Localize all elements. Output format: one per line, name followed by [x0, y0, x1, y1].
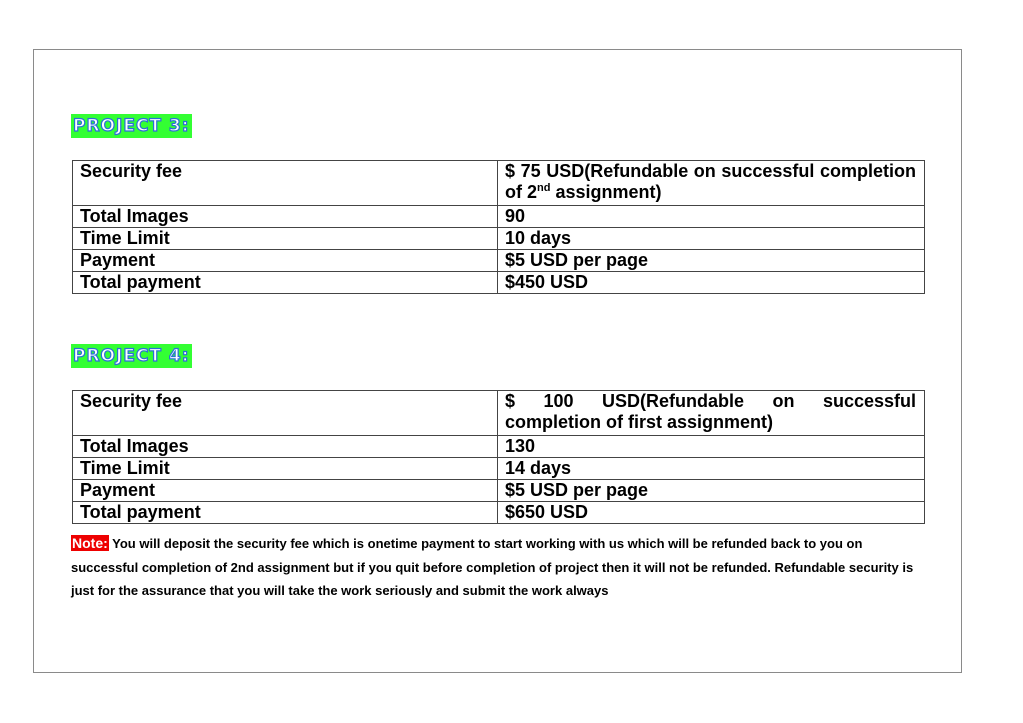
- table-row: [73, 458, 925, 480]
- table-row: [73, 228, 925, 250]
- total-images-label: Total Images: [73, 206, 498, 228]
- note-label: Note:: [72, 535, 108, 551]
- time-limit-label: Time Limit: [73, 458, 498, 480]
- payment-value: $5 USD per page: [498, 250, 925, 272]
- total-images-label: Total Images: [73, 436, 498, 458]
- security-fee-value: [498, 161, 925, 206]
- project-3-heading: PROJECT 3:: [73, 116, 190, 136]
- table-row: [73, 436, 925, 458]
- table-row: [73, 250, 925, 272]
- table-row: [73, 391, 925, 436]
- time-limit-value: 14 days: [498, 458, 925, 480]
- note-paragraph: [71, 532, 931, 603]
- security-fee-label: Security fee: [73, 161, 498, 206]
- time-limit-label: Time Limit: [73, 228, 498, 250]
- security-fee-value: $ 100 USD(Refundable on successful completion of first assignment): [498, 391, 925, 436]
- project-3-table: [72, 160, 925, 294]
- total-payment-value: $450 USD: [498, 272, 925, 294]
- payment-value: $5 USD per page: [498, 480, 925, 502]
- total-payment-label: Total payment: [73, 272, 498, 294]
- table-row: [73, 480, 925, 502]
- total-payment-label: Total payment: [73, 502, 498, 524]
- security-fee-value-text: $ 75 USD(Refundable on successful completion of 2: [505, 161, 916, 202]
- project-4-heading: PROJECT 4:: [73, 346, 190, 366]
- table-row: [73, 206, 925, 228]
- security-fee-label: Security fee: [73, 391, 498, 436]
- time-limit-value: 10 days: [498, 228, 925, 250]
- table-row: [73, 272, 925, 294]
- total-images-value: 90: [498, 206, 925, 228]
- security-fee-value-text-end: assignment): [550, 182, 662, 202]
- note-text: You will deposit the security fee which is onetime payment to start working with us which will be refunded back to you on successful completion of 2nd assignment but if you quit before completion of project then it will not be refunded. Refundable security is just for the assurance that you will take the work seriously and submit the work always: [71, 536, 914, 598]
- total-payment-value: $650 USD: [498, 502, 925, 524]
- project-4-table: [72, 390, 925, 524]
- table-row: [73, 161, 925, 206]
- table-row: [73, 502, 925, 524]
- payment-label: Payment: [73, 250, 498, 272]
- payment-label: Payment: [73, 480, 498, 502]
- ordinal-suffix: nd: [537, 182, 551, 194]
- total-images-value: 130: [498, 436, 925, 458]
